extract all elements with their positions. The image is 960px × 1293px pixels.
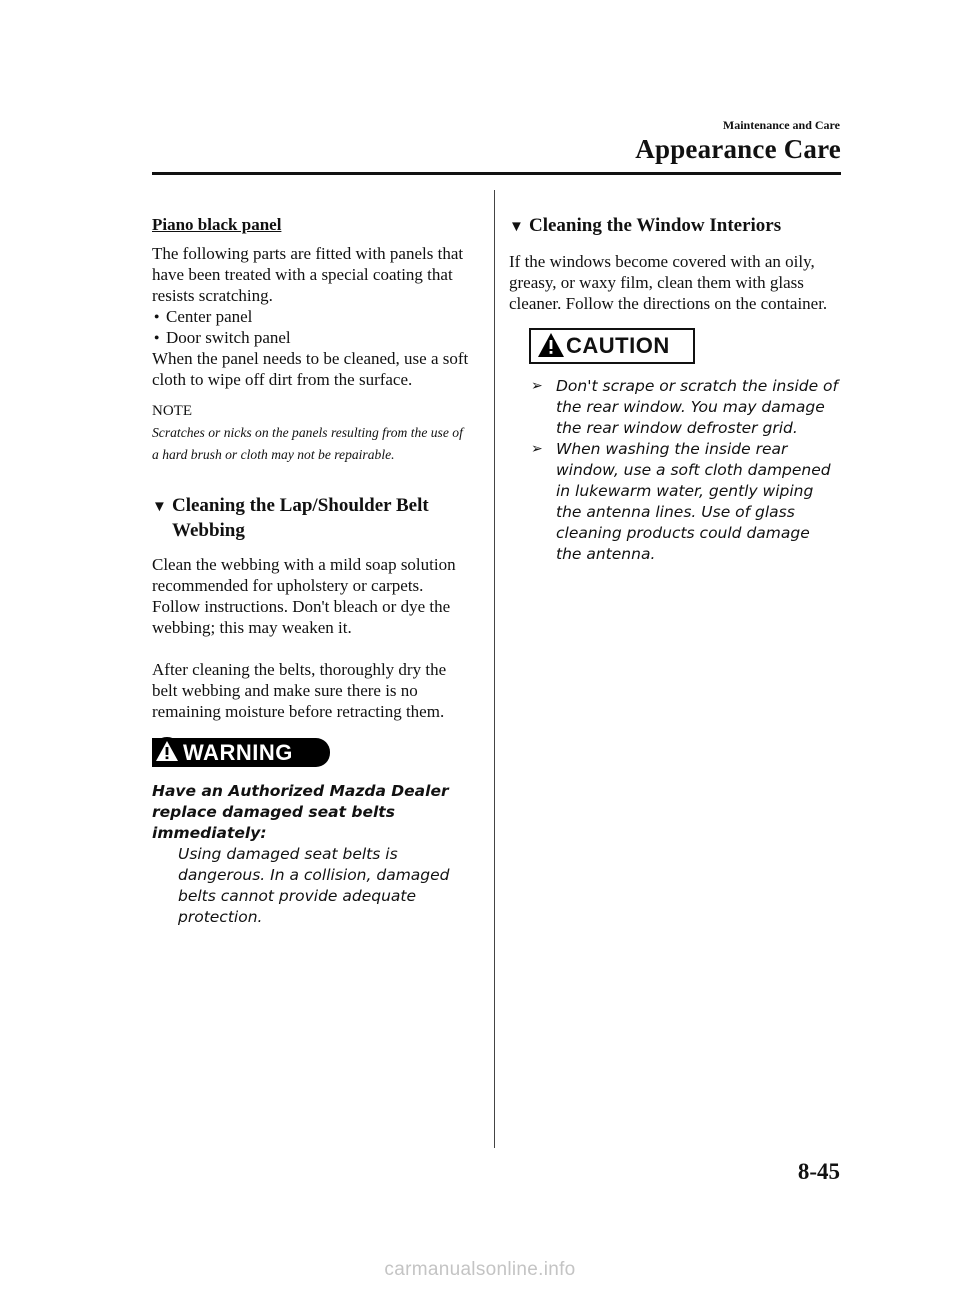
note-text: Scratches or nicks on the panels resulting from the use of a hard brush or cloth may not be repairable. bbox=[152, 425, 463, 462]
arrow-bullet-icon: ➢ bbox=[531, 378, 543, 394]
header-chapter-title: Appearance Care bbox=[635, 134, 841, 164]
note-label: NOTE bbox=[152, 403, 192, 419]
warning-label: WARNING bbox=[183, 740, 293, 765]
belt-para-2: After cleaning the belts, thoroughly dry the belt webbing and make sure there is no remaining moisture before retracting them. bbox=[152, 660, 447, 721]
caution-label: CAUTION bbox=[566, 333, 670, 358]
section-title-window bbox=[509, 214, 839, 239]
panel-cleaning-text: When the panel needs to be cleaned, use a soft cloth to wipe off dirt from the surface. bbox=[152, 349, 469, 389]
section-marker-icon: ▼ bbox=[152, 499, 167, 515]
bullet-item: ● Door switch panel bbox=[152, 327, 472, 348]
bullet-item: ● Center panel bbox=[152, 306, 472, 327]
arrow-bullet-icon: ➢ bbox=[531, 441, 543, 457]
piano-black-subheading: Piano black panel bbox=[152, 215, 282, 234]
header-section-label: Maintenance and Care bbox=[722, 118, 840, 132]
caution-item bbox=[509, 376, 839, 439]
caution-item-text: When washing the inside rear window, use a soft cloth dampened in lukewarm water, gently wiping the antenna lines. Use of glass cleaning products could damage the antenna. bbox=[556, 440, 831, 563]
piano-intro-text: The following parts are fitted with panels that have been treated with a special coating that resists scratching. bbox=[152, 244, 464, 305]
warning-badge bbox=[152, 738, 330, 767]
section-marker-icon: ▼ bbox=[509, 219, 524, 235]
warning-icon bbox=[151, 736, 183, 768]
caution-item bbox=[509, 439, 839, 565]
right-column bbox=[509, 214, 839, 565]
left-column bbox=[152, 214, 472, 928]
window-para: If the windows become covered with an oily, greasy, or waxy film, clean them with glass cleaner. Follow the directions on the container. bbox=[509, 252, 828, 313]
section-title-belt-text: Cleaning the Lap/Shoulder Belt Webbing bbox=[172, 495, 429, 541]
page-number: 8-45 bbox=[797, 1159, 840, 1184]
warning-text: Using damaged seat belts is dangerous. In a collision, damaged belts cannot provide adequate protection. bbox=[178, 845, 450, 926]
belt-para-1: Clean the webbing with a mild soap solution recommended for upholstery or carpets. Follow instructions. Don't bleach or dye the webbing; this may weaken it. bbox=[152, 555, 456, 637]
section-title-window-text: Cleaning the Window Interiors bbox=[529, 215, 782, 236]
header-rule bbox=[152, 172, 841, 175]
warning-heading: Have an Authorized Mazda Dealer replace damaged seat belts immediately: bbox=[152, 782, 449, 842]
footer-watermark: carmanualsonline.info bbox=[384, 1259, 576, 1280]
section-title-belt bbox=[152, 494, 472, 542]
caution-item-text: Don't scrape or scratch the inside of the rear window. You may damage the rear window defroster grid. bbox=[556, 377, 838, 437]
column-divider bbox=[494, 190, 495, 1148]
caution-badge bbox=[529, 328, 695, 364]
caution-icon bbox=[536, 330, 566, 360]
